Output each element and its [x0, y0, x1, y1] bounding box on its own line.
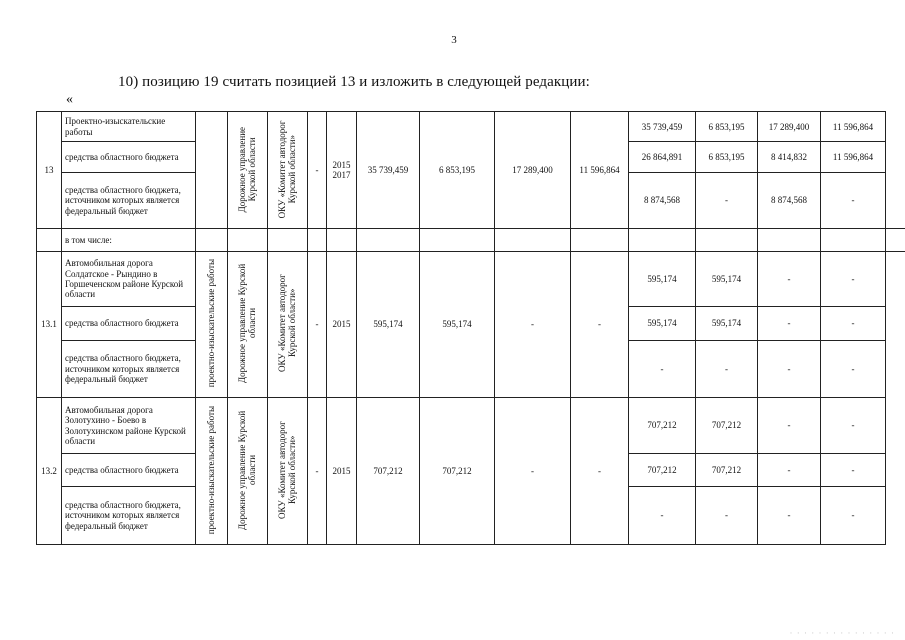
fin-total: 35 739,459	[629, 112, 696, 142]
years-cell: 2015 2017	[327, 112, 357, 229]
fin-2017: -	[821, 340, 886, 398]
fin-2016: -	[758, 453, 821, 486]
department-cell: Дорожное управление Курской области	[228, 112, 268, 229]
fin-2015: 595,174	[696, 307, 758, 340]
fin-2016: -	[758, 340, 821, 398]
y2017-cell: -	[571, 251, 629, 398]
fin-total: 26 864,891	[629, 142, 696, 172]
y2015-cell: 6 853,195	[420, 112, 495, 229]
empty-cell	[696, 229, 758, 251]
row-label: средства областного бюджета	[62, 142, 196, 172]
fin-2017: -	[821, 398, 886, 454]
row-label: Автомобильная дорога Солдатское - Рындино в Горшеченском районе Курской области	[62, 251, 196, 307]
fin-2017: -	[821, 307, 886, 340]
fin-2017: -	[821, 172, 886, 229]
fin-2015: 595,174	[696, 251, 758, 307]
y2016-cell: -	[495, 398, 571, 545]
work-type-cell: проектно-изыскательские работы	[196, 398, 228, 545]
table-row	[37, 112, 905, 142]
table-row	[37, 251, 905, 307]
empty-cell	[886, 229, 905, 251]
fin-total: -	[629, 487, 696, 545]
fin-2016: -	[758, 487, 821, 545]
page-number: 3	[451, 34, 457, 46]
fin-total: 707,212	[629, 453, 696, 486]
total-cell: 35 739,459	[357, 112, 420, 229]
row-label: средства областного бюджета, источником которых является федеральный бюджет	[62, 487, 196, 545]
empty-cell	[571, 229, 629, 251]
fin-2015: 6 853,195	[696, 142, 758, 172]
fin-2016: 8 414,832	[758, 142, 821, 172]
total-cell: 707,212	[357, 398, 420, 545]
fin-2016: -	[758, 307, 821, 340]
fin-2016: -	[758, 398, 821, 454]
work-type-cell	[196, 112, 228, 229]
empty-cell	[268, 229, 308, 251]
fin-2015: 707,212	[696, 398, 758, 454]
years-cell: 2015	[327, 398, 357, 545]
fin-2017: 11 596,864	[821, 142, 886, 172]
row-label: Автомобильная дорога Золотухино - Боево в Золотухинском районе Курской области	[62, 398, 196, 454]
y2015-cell: 707,212	[420, 398, 495, 545]
empty-cell	[327, 229, 357, 251]
fin-total: 595,174	[629, 307, 696, 340]
fin-2015: 707,212	[696, 453, 758, 486]
row-label: средства областного бюджета	[62, 307, 196, 340]
empty-cell	[420, 229, 495, 251]
fin-2015: -	[696, 340, 758, 398]
executor-cell: ОКУ «Комитет автодорог Курской области»	[268, 398, 308, 545]
empty-cell	[357, 229, 420, 251]
empty-cell	[629, 229, 696, 251]
dash-cell: -	[308, 251, 327, 398]
fin-2017: 11 596,864	[821, 112, 886, 142]
row-number: 13.2	[37, 398, 62, 545]
empty-cell	[758, 229, 821, 251]
including-label: в том числе:	[62, 229, 196, 251]
fin-total: 8 874,568	[629, 172, 696, 229]
empty-cell	[228, 229, 268, 251]
fin-2016: 8 874,568	[758, 172, 821, 229]
scan-artifact: · · · · · · · · · · · · · · ·	[789, 628, 895, 638]
y2016-cell: -	[495, 251, 571, 398]
row-number: 13	[37, 112, 62, 229]
y2017-cell: 11 596,864	[571, 112, 629, 229]
fin-2015: -	[696, 487, 758, 545]
row-label: средства областного бюджета	[62, 453, 196, 486]
executor-cell: ОКУ «Комитет автодорог Курской области»	[268, 112, 308, 229]
total-cell: 595,174	[357, 251, 420, 398]
table-row	[37, 398, 905, 454]
fin-2015: 6 853,195	[696, 112, 758, 142]
dash-cell: -	[308, 398, 327, 545]
fin-2017: -	[821, 487, 886, 545]
fin-2015: -	[696, 172, 758, 229]
empty-cell	[196, 229, 228, 251]
years-cell: 2015	[327, 251, 357, 398]
fin-2016: -	[758, 251, 821, 307]
empty-cell	[37, 229, 62, 251]
y2015-cell: 595,174	[420, 251, 495, 398]
amendment-heading: 10) позицию 19 считать позицией 13 и изложить в следующей редакции:	[118, 74, 590, 90]
empty-cell	[821, 229, 886, 251]
fin-total: 595,174	[629, 251, 696, 307]
table-row	[37, 229, 905, 251]
executor-cell: ОКУ «Комитет автодорог Курской области»	[268, 251, 308, 398]
row-number: 13.1	[37, 251, 62, 398]
empty-cell	[308, 229, 327, 251]
department-cell: Дорожное управление Курской области	[228, 251, 268, 398]
fin-2017: -	[821, 453, 886, 486]
fin-2017: -	[821, 251, 886, 307]
row-label: Проектно-изыскательские работы	[62, 112, 196, 142]
empty-cell	[495, 229, 571, 251]
row-label: средства областного бюджета, источником которых является федеральный бюджет	[62, 340, 196, 398]
fin-total: -	[629, 340, 696, 398]
y2017-cell: -	[571, 398, 629, 545]
row-label: средства областного бюджета, источником которых является федеральный бюджет	[62, 172, 196, 229]
y2016-cell: 17 289,400	[495, 112, 571, 229]
department-cell: Дорожное управление Курской области	[228, 398, 268, 545]
open-quote: «	[66, 92, 73, 107]
work-type-cell: проектно-изыскательские работы	[196, 251, 228, 398]
dash-cell: -	[308, 112, 327, 229]
fin-total: 707,212	[629, 398, 696, 454]
budget-table	[36, 111, 905, 545]
fin-2016: 17 289,400	[758, 112, 821, 142]
